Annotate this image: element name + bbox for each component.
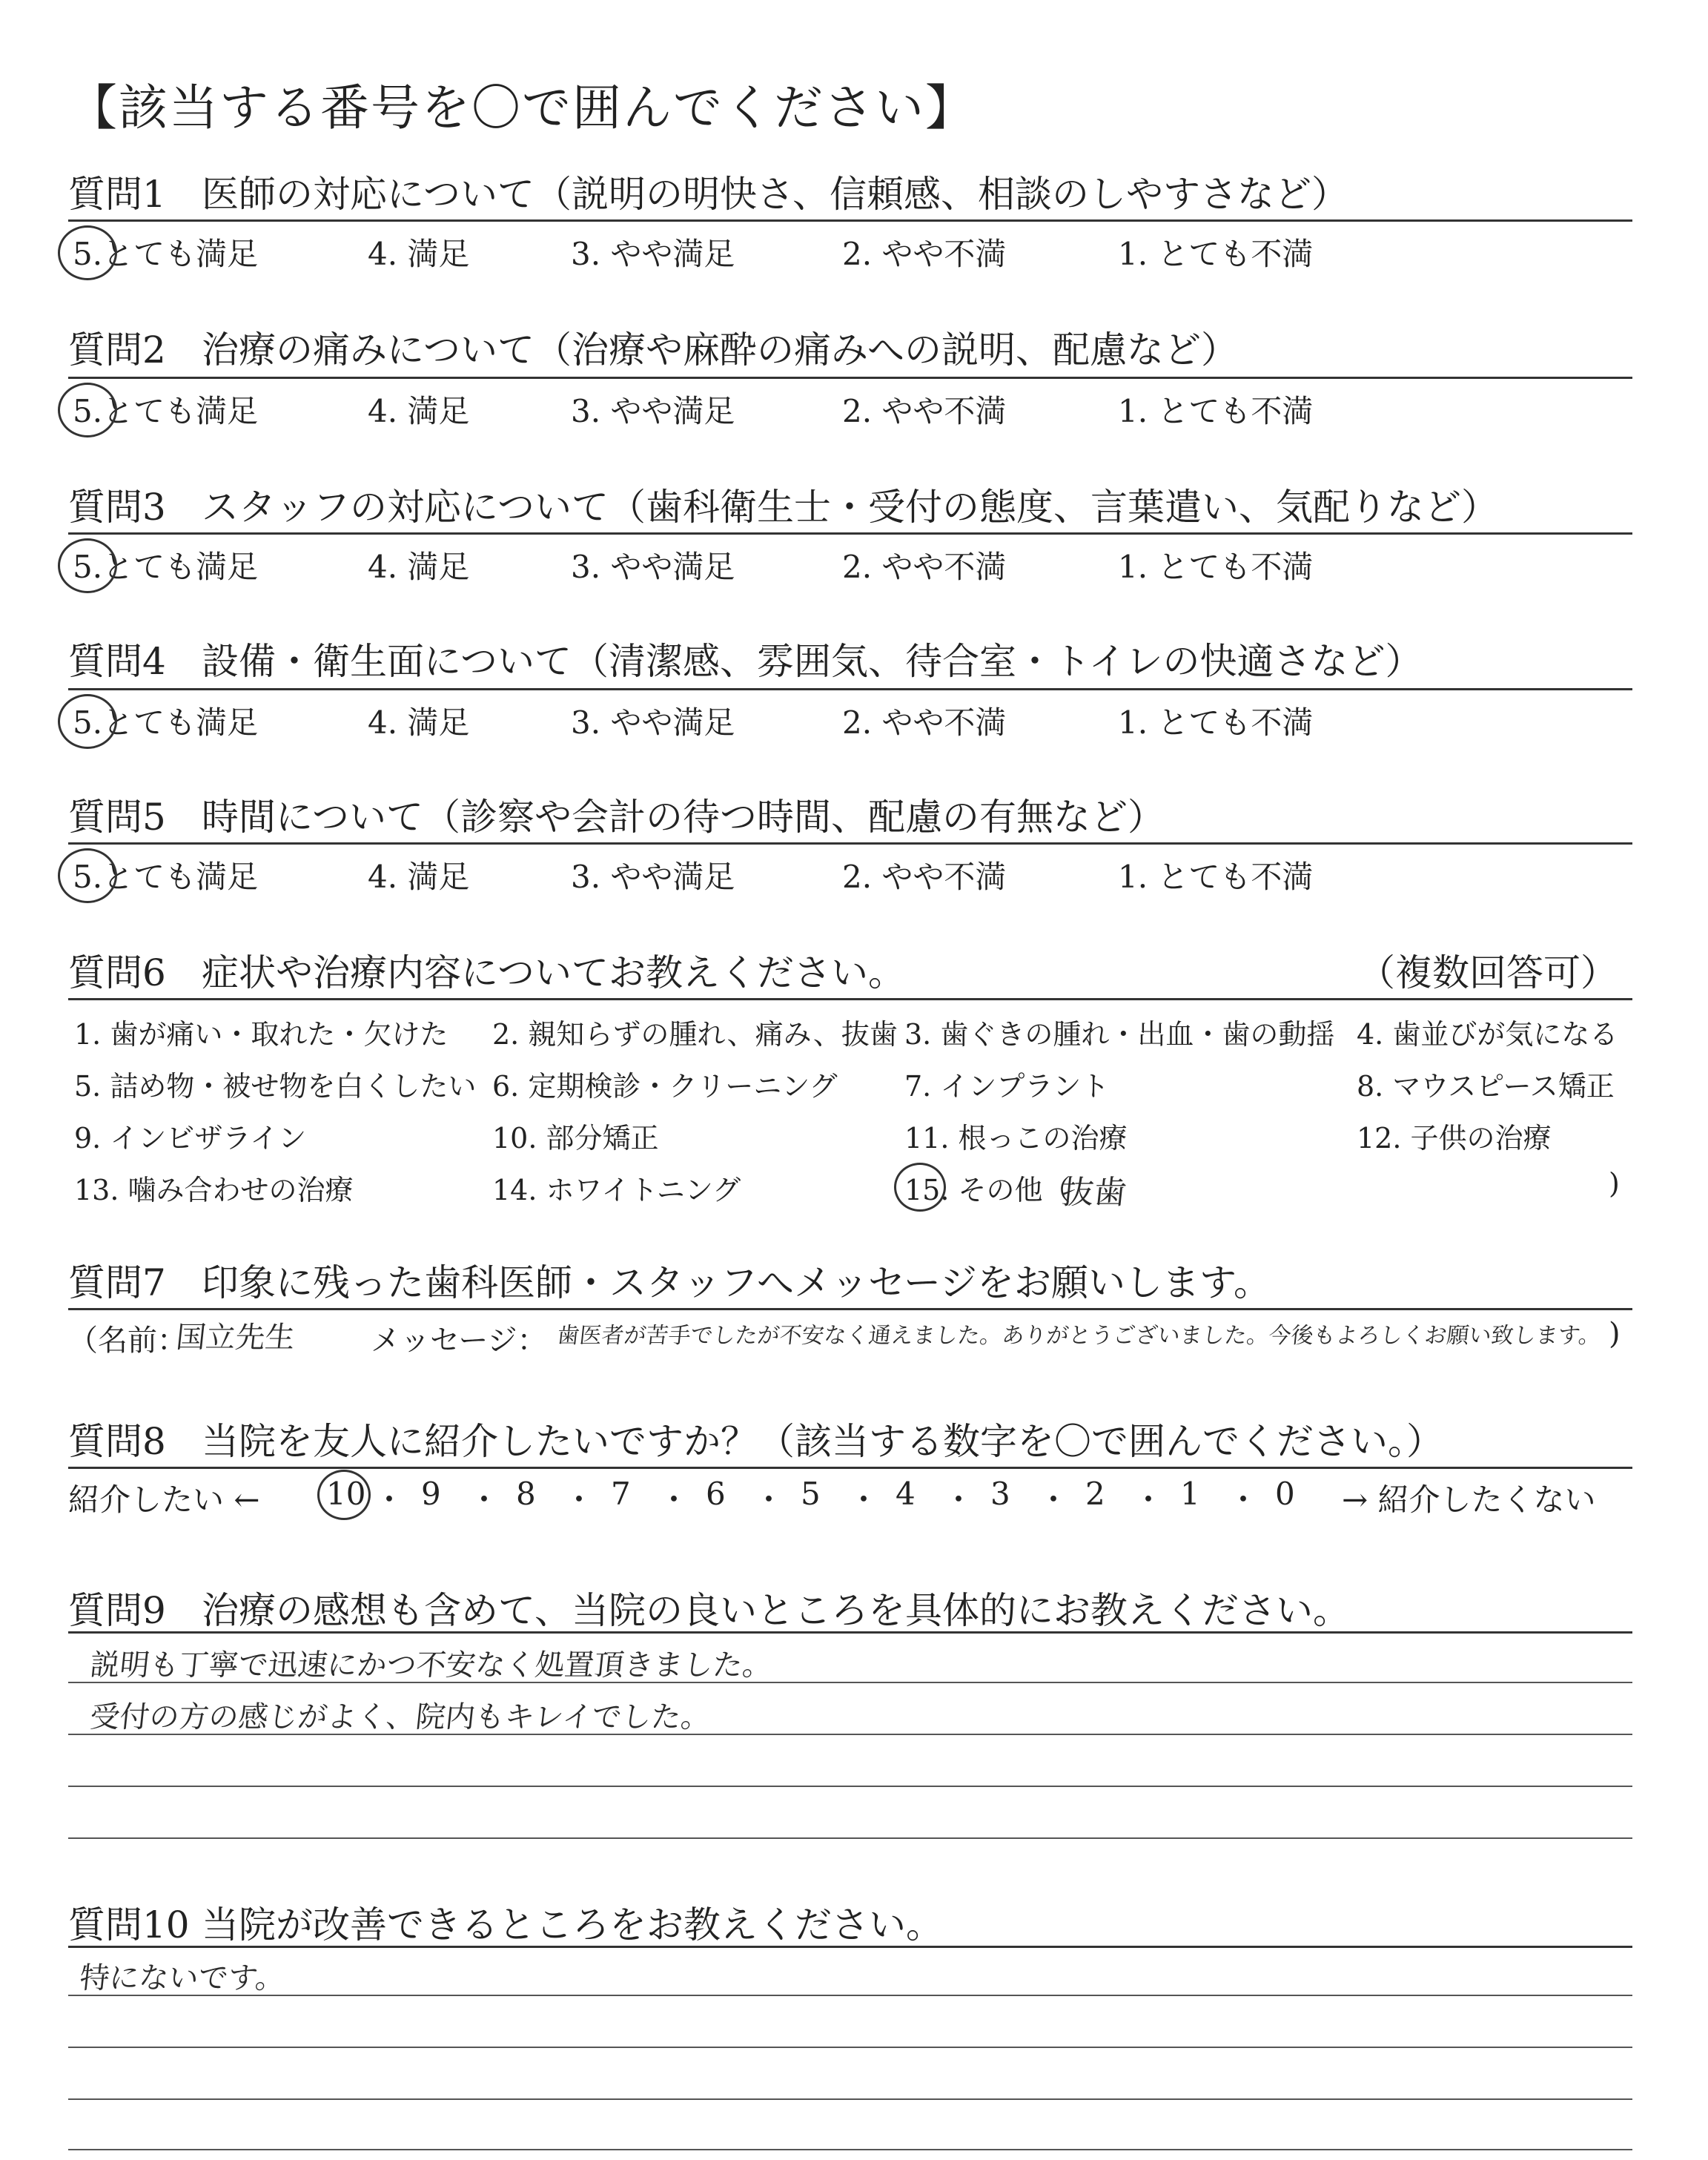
question-10-rule (68, 1946, 1632, 1948)
q8-right-label: → 紹介したくない (1342, 1482, 1596, 1518)
question-2-rule (68, 377, 1632, 379)
question-2-title (68, 320, 1238, 374)
question-number: 質問7 (68, 1261, 166, 1304)
writing-line (68, 1734, 1632, 1735)
q8-scale-value[interactable]: 7 (611, 1476, 631, 1512)
q3-option-4[interactable]: 4. 満足 (368, 549, 470, 585)
q4-option-3[interactable]: 3. やや満足 (571, 704, 735, 741)
q8-scale-separator: ・ (1038, 1482, 1070, 1518)
q6-option-12[interactable]: 12. 子供の治療 (1357, 1122, 1552, 1155)
question-text: 当院を友人に紹介したいですか？（該当する数字を〇で囲んでください。） (202, 1420, 1443, 1463)
q7-name-label: （名前： (68, 1324, 187, 1358)
q8-scale-value[interactable]: 2 (1085, 1476, 1105, 1512)
question-text: 医師の対応について（説明の明快さ、信頼感、相談のしやすさなど） (202, 173, 1348, 216)
q8-scale-value[interactable]: 10 (326, 1476, 366, 1512)
q7-name-answer: 国立先生 (174, 1321, 297, 1355)
q3-option-5[interactable]: 5.とても満足 (73, 549, 259, 585)
writing-line (68, 2047, 1632, 2048)
q5-option-1[interactable]: 1. とても不満 (1118, 859, 1314, 895)
q7-message-label: メッセージ： (371, 1324, 547, 1358)
question-6-title (68, 943, 1618, 997)
q2-option-3[interactable]: 3. やや満足 (571, 393, 735, 429)
q4-option-1[interactable]: 1. とても不満 (1118, 704, 1314, 741)
question-text: 時間について（診察や会計の待つ時間、配慮の有無など） (202, 796, 1165, 839)
q3-selection-circle (58, 538, 117, 593)
question-text: 症状や治療内容についてお教えください。 (202, 951, 905, 994)
q8-selection-circle (317, 1470, 371, 1520)
question-7-title (68, 1253, 1271, 1307)
q6-option-8[interactable]: 8. マウスピース矯正 (1357, 1070, 1615, 1103)
q8-scale-separator: ・ (848, 1482, 880, 1518)
q3-option-3[interactable]: 3. やや満足 (571, 549, 735, 585)
q6-option-4[interactable]: 4. 歯並びが気になる (1357, 1018, 1618, 1051)
question-1-rule (68, 219, 1632, 222)
q1-selection-circle (58, 225, 117, 280)
q6-option-1[interactable]: 1. 歯が痛い・取れた・欠けた (74, 1018, 448, 1051)
q5-option-3[interactable]: 3. やや満足 (571, 859, 735, 895)
question-10-title (68, 1895, 943, 1949)
question-text: 設備・衛生面について（清潔感、雰囲気、待合室・トイレの快適さなど） (202, 640, 1423, 683)
q4-option-2[interactable]: 2. やや不満 (842, 704, 1007, 741)
q6-option-13[interactable]: 13. 噛み合わせの治療 (74, 1174, 354, 1206)
q1-option-2[interactable]: 2. やや不満 (842, 236, 1007, 272)
question-9-title (68, 1581, 1350, 1634)
q2-option-1[interactable]: 1. とても不満 (1118, 393, 1314, 429)
question-1-title (68, 165, 1348, 218)
q6-other-answer: 抜歯 (1059, 1174, 1129, 1212)
q5-selection-circle (58, 848, 117, 903)
question-6-rule (68, 998, 1632, 1000)
q8-scale-separator: ・ (943, 1482, 975, 1518)
question-3-title (68, 478, 1498, 531)
question-5-title (68, 787, 1165, 841)
q8-scale-separator: ・ (1133, 1482, 1165, 1518)
question-number: 質問4 (68, 640, 166, 683)
q8-scale-value[interactable]: 8 (516, 1476, 536, 1512)
q1-option-5[interactable]: 5.とても満足 (73, 236, 259, 272)
writing-line (68, 1995, 1632, 1996)
question-4-rule (68, 688, 1632, 690)
q4-option-5[interactable]: 5.とても満足 (73, 704, 259, 741)
q8-scale-separator: ・ (563, 1482, 595, 1518)
q6-option-2[interactable]: 2. 親知らずの腫れ、痛み、抜歯 (492, 1018, 898, 1051)
q5-option-4[interactable]: 4. 満足 (368, 859, 470, 895)
q7-close-paren: ) (1609, 1317, 1621, 1351)
writing-line (68, 2149, 1632, 2150)
question-number: 質問3 (68, 486, 166, 529)
question-number: 質問5 (68, 796, 166, 839)
q4-option-4[interactable]: 4. 満足 (368, 704, 470, 741)
q6-option-11[interactable]: 11. 根っこの治療 (904, 1122, 1128, 1155)
q6-option-3[interactable]: 3. 歯ぐきの腫れ・出血・歯の動揺 (904, 1018, 1335, 1051)
q6-option-10[interactable]: 10. 部分矯正 (492, 1122, 659, 1155)
q5-option-2[interactable]: 2. やや不満 (842, 859, 1007, 895)
q2-option-2[interactable]: 2. やや不満 (842, 393, 1007, 429)
question-8-rule (68, 1467, 1632, 1469)
q8-scale-value[interactable]: 6 (706, 1476, 726, 1512)
q2-option-5[interactable]: 5.とても満足 (73, 393, 259, 429)
q6-other-close-paren: ) (1609, 1167, 1620, 1200)
q8-scale-separator: ・ (374, 1482, 406, 1518)
q9-answer-line-2: 受付の方の感じがよく、院内もキレイでした。 (88, 1700, 712, 1734)
q4-selection-circle (58, 694, 117, 749)
q8-scale-separator: ・ (1228, 1482, 1260, 1518)
question-4-title (68, 632, 1423, 685)
q8-scale-value[interactable]: 1 (1180, 1476, 1200, 1512)
q3-option-1[interactable]: 1. とても不満 (1118, 549, 1314, 585)
q3-option-2[interactable]: 2. やや不満 (842, 549, 1007, 585)
q6-option-5[interactable]: 5. 詰め物・被せ物を白くしたい (74, 1070, 477, 1103)
q8-scale-value[interactable]: 9 (421, 1476, 441, 1512)
q10-answer-line-1: 特にないです。 (78, 1961, 287, 1995)
q6-option-7[interactable]: 7. インプラント (904, 1070, 1110, 1103)
multiple-answer-note: （複数回答可） (1358, 951, 1618, 994)
question-text: 治療の感想も含めて、当院の良いところを具体的にお教えください。 (202, 1589, 1350, 1632)
q6-option-6[interactable]: 6. 定期検診・クリーニング (492, 1070, 838, 1103)
question-8-title (68, 1412, 1443, 1465)
q2-option-4[interactable]: 4. 満足 (368, 393, 470, 429)
q7-message-answer: 歯医者が苦手でしたが不安なく通えました。ありがとうございました。今後もよろしくお願い致します。 (555, 1323, 1603, 1349)
q8-scale-value[interactable]: 0 (1275, 1476, 1295, 1512)
q6-option-9[interactable]: 9. インビザライン (74, 1122, 307, 1155)
question-text: 当院が改善できるところをお教えください。 (202, 1903, 943, 1946)
writing-line (68, 1786, 1632, 1787)
writing-line (68, 1682, 1632, 1683)
q8-scale-separator: ・ (469, 1482, 500, 1518)
question-3-rule (68, 532, 1632, 535)
q1-option-4[interactable]: 4. 満足 (368, 236, 470, 272)
q8-scale-value[interactable]: 3 (990, 1476, 1010, 1512)
q8-left-label: 紹介したい ← (68, 1482, 260, 1518)
instruction-heading: 【該当する番号を〇で囲んでください】 (68, 79, 976, 136)
writing-line (68, 2098, 1632, 2100)
q2-selection-circle (58, 383, 117, 437)
question-number: 質問10 (68, 1903, 190, 1946)
writing-line (68, 1837, 1632, 1839)
q8-scale-value[interactable]: 5 (801, 1476, 821, 1512)
q1-option-1[interactable]: 1. とても不満 (1118, 236, 1314, 272)
q9-answer-line-1: 説明も丁寧で迅速にかつ不安なく処置頂きました。 (88, 1648, 775, 1682)
question-number: 質問2 (68, 328, 166, 371)
q6-option-14[interactable]: 14. ホワイトニング (492, 1174, 741, 1206)
q5-option-5[interactable]: 5.とても満足 (73, 859, 259, 895)
question-text: 治療の痛みについて（治療や麻酔の痛みへの説明、配慮など） (202, 328, 1238, 371)
question-5-rule (68, 842, 1632, 845)
question-text: 印象に残った歯科医師・スタッフへメッセージをお願いします。 (202, 1261, 1271, 1304)
question-number: 質問8 (68, 1420, 166, 1463)
q6-option-15[interactable]: 15. その他（ (904, 1174, 1071, 1206)
q6-selection-circle (894, 1163, 946, 1212)
q8-scale-separator: ・ (658, 1482, 690, 1518)
q1-option-3[interactable]: 3. やや満足 (571, 236, 735, 272)
question-number: 質問6 (68, 951, 166, 994)
question-number: 質問9 (68, 1589, 166, 1632)
question-number: 質問1 (68, 173, 166, 216)
question-7-rule (68, 1308, 1632, 1310)
q8-scale-separator: ・ (753, 1482, 785, 1518)
q8-scale-value[interactable]: 4 (896, 1476, 916, 1512)
question-text: スタッフの対応について（歯科衛生士・受付の態度、言葉遣い、気配りなど） (202, 486, 1498, 529)
question-9-rule (68, 1631, 1632, 1634)
